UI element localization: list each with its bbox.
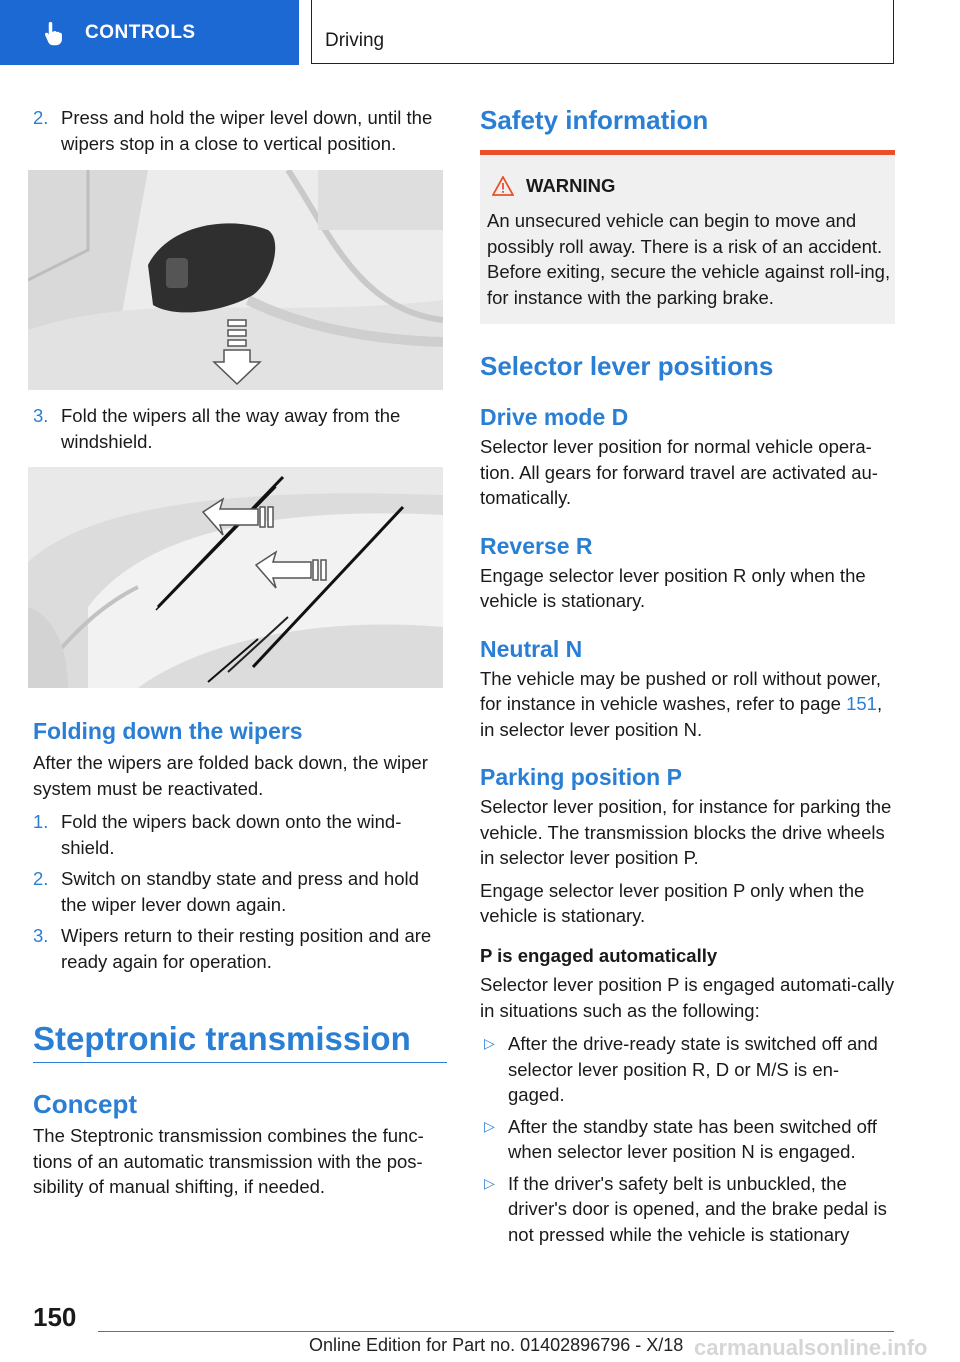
step-3 [33,403,445,454]
neutral-text-b: , in selector lever position N. [480,693,883,740]
warning-text: An unsecured vehicle can begin to move and possibly roll away. There is a risk of an accident. Before exiting, secure the vehicle against roll‐ing, for instance with the parking brake. [487,210,891,308]
neutral-text [480,666,895,743]
selector-section [480,350,895,1247]
wiper-lever-illustration [28,170,443,390]
selector-title: Selector lever positions [480,351,774,381]
wiper-fold-illustration [28,467,443,688]
bullet-text: After the standby state has been switched off when selector lever position N is engaged. [508,1115,877,1162]
step-number: 2. [33,107,49,128]
step-number: 2. [33,868,49,889]
concept-text: The Steptronic transmission combines the func‐tions of an automatic transmission with the pos‐sibility of manual shifting, if needed. [33,1125,424,1197]
parking-title: Parking position P [480,764,682,790]
drive-text: Selector lever position for normal vehicle opera‐tion. All gears for forward travel are activated au‐tomatically. [480,436,878,508]
step-2 [33,105,445,156]
list-item [33,866,445,917]
folding-section [33,717,445,974]
page-number: 150 [33,1302,77,1332]
footer-rule [98,1331,894,1332]
title-rule [33,1062,447,1063]
step-text: Switch on standby state and press and hold the wiper lever down again. [61,868,419,915]
step-text: Fold the wipers back down onto the wind‐shield. [61,811,402,858]
folding-text: After the wipers are folded back down, the wiper system must be reactivated. [33,752,428,799]
auto-title: P is engaged automatically [480,944,718,966]
folding-title: Folding down the wipers [33,718,303,744]
step-number: 3. [33,405,49,426]
section-tab[interactable] [0,0,299,65]
warning-box [480,150,895,324]
bullet-text: If the driver's safety belt is unbuckled, the driver's door is opened, and the brake pedal is not pressed while the vehicle is stationary [508,1172,887,1245]
concept-title: Concept [33,1089,137,1119]
step-text: Press and hold the wiper level down, until the wipers stop in a close to vertical position. [61,107,433,154]
bullet-triangle-icon: ▷ [484,1117,495,1134]
watermark: carmanualsonline.info [694,1335,928,1360]
section-title: CONTROLS [85,21,196,43]
parking-text-2: Engage selector lever position P only when the vehicle is stationary. [480,879,865,926]
bullet-triangle-icon: ▷ [484,1174,495,1191]
edition-text: Online Edition for Part no. 01402896796 - X/18 [309,1335,684,1355]
parking-text-1: Selector lever position, for instance for parking the vehicle. The transmission blocks the drive wheels in selector lever position P. [480,796,892,868]
auto-bullets [480,1031,895,1247]
warning-triangle-icon [492,176,514,196]
bullet-text: After the drive-ready state is switched off and selector lever position R, D or M/S is en‐gaged. [508,1033,878,1105]
list-item [480,1114,895,1165]
drive-title: Drive mode D [480,404,629,430]
folding-steps [33,809,445,974]
reverse-text: Engage selector lever position R only when the vehicle is stationary. [480,564,866,611]
step-number: 3. [33,925,49,946]
chapter-header [311,0,894,64]
page-link[interactable]: 151 [846,693,877,714]
list-item [480,1031,895,1108]
bullet-triangle-icon: ▷ [484,1035,495,1051]
safety-title: Safety information [480,105,709,135]
concept-section [33,1088,445,1200]
list-item [33,923,445,974]
warning-label: WARNING [526,175,616,196]
step-text: Fold the wipers all the way away from the windshield. [61,405,401,452]
step-number: 1. [33,811,49,832]
neutral-text-a: The vehicle may be pushed or roll without power, for instance in vehicle washes, refer to page [480,667,882,714]
chapter-title: Driving [325,30,385,51]
hand-pointer-icon [40,19,68,47]
auto-text: Selector lever position P is engaged automati‐cally in situations such as the following: [480,974,895,1021]
list-item [33,809,445,860]
steptronic-title: Steptronic transmission [33,1020,411,1057]
list-item [480,1171,895,1248]
neutral-title: Neutral N [480,635,583,662]
reverse-title: Reverse R [480,532,593,559]
step-text: Wipers return to their resting position and are ready again for operation. [61,925,432,972]
